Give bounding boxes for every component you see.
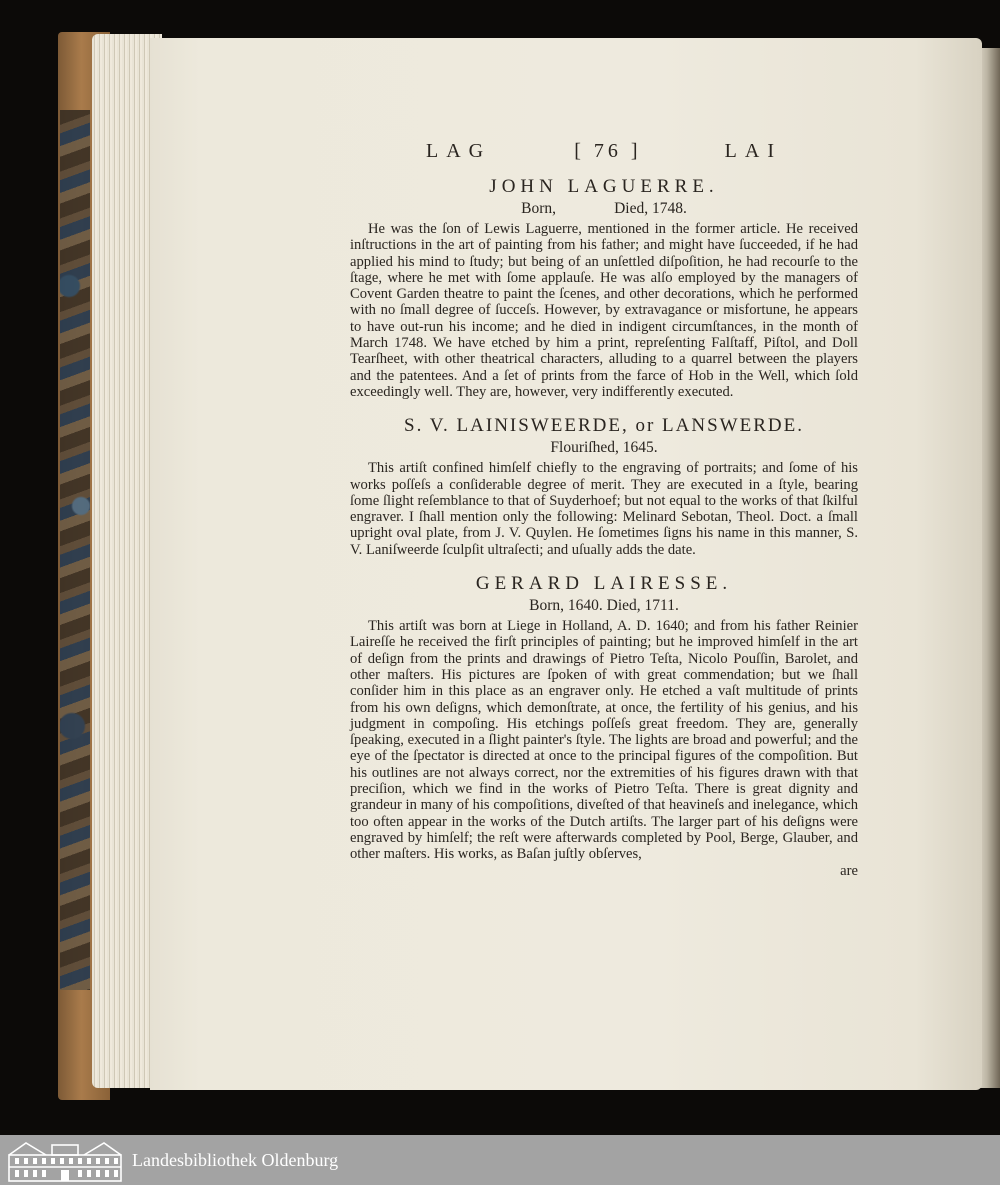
entry-text: This artiſt confined himſelf chiefly to the engraving of portraits; and ſome of his works poſſeſs a conſiderable degree of merit. They are executed in a ſtyle, bearing ſome ſlight reſemblance to that of Suyderhoef; but not equal to the works of that ſkilful engraver. I ſhall mention only the following: Melinard Sebotan, Theol. Doct. a ſmall upright oval plate, from J. V. Quylen. He ſometimes ſigns his name in this manner, S. V. Laniſweerde ſculpſit ultraſecti; and uſually adds the date. xyxy=(350,460,858,558)
running-head-left: LAG xyxy=(426,140,492,162)
entry-dates: Born, 1640. Died, 1711. xyxy=(529,597,679,615)
entry-laguerre xyxy=(350,175,858,400)
page-number: [ 76 ] xyxy=(574,140,642,162)
catchword: are xyxy=(840,862,858,879)
library-name: Landesbibliothek Oldenburg xyxy=(132,1149,339,1170)
running-head xyxy=(350,140,858,163)
entry-lainisweerde xyxy=(350,414,858,558)
entry-text: This artiſt was born at Liege in Holland, A. D. 1640; and from his father Reinier Laireſſe he received the firſt principles of painting; but he improved himſelf in the art of deſign from the prints and drawings of Pietro Teſta, Nicolo Pouſſin, Barolet, and other maſters. His pictures are ſpoken of with great commendation; but we ſhall conſider him in this place as an engraver only. He etched a vaſt multitude of prints from his own deſigns, which demonſtrate, at once, the fertility of his genius, and his judgment in compoſing. His etchings poſſeſs great freedom. They are, generally ſpeaking, executed in a ſlight painter's ſtyle. The lights are broad and powerful; and the eye of the ſpectator is directed at once to the principal figures of the compoſition. But his outlines are not always correct, nor the extremities of his figures drawn with that preciſion, which we find in the works of Pietro Teſta. There is great dignity and grandeur in many of his compoſitions, diveſted of that heavineſs and inelegance, which too often appear in the works of the Dutch artiſts. The larger part of his deſigns were engraved by himſelf; the reſt were afterwards completed by Pool, Berge, Glauber, and other maſters. His works, as Baſan juſtly obſerves, xyxy=(350,618,858,863)
entry-lairesse xyxy=(350,572,858,862)
marbled-endpaper xyxy=(60,110,90,990)
entry-heading: S. V. LAINISWEERDE, or LANSWERDE. xyxy=(404,415,804,437)
footer-bar xyxy=(0,1135,1000,1185)
page-content xyxy=(350,140,858,879)
library-building-logo-icon xyxy=(6,1137,124,1183)
entry-text: He was the ſon of Lewis Laguerre, mentioned in the former article. He received inſtructions in the art of painting from his father; and might have ſucceeded, if he had applied his mind to ſtudy; but being of an unſettled diſpoſition, he had recourſe to the ſtage, where he met with ſome applauſe. He was alſo employed by the managers of Covent Garden theatre to paint the ſcenes, and other decorations, which he performed with no ſmall degree of ſucceſs. However, by extravagance or misfortune, he appears to have out-run his income; and he died in indigent circumſtances, in the month of March 1748. We have etched by him a print, repreſenting Falſtaff, Piſtol, and Doll Tearſheet, with other theatrical characters, alluding to a quarrel between the players and the patentees. And a ſet of prints from the farce of Hob in the Well, which ſold exceedingly well. They are, however, very indifferently executed. xyxy=(350,221,858,400)
entry-heading: JOHN LAGUERRE. xyxy=(489,176,719,197)
entry-dates: Born, Died, 1748. xyxy=(521,200,687,217)
entry-heading: GERARD LAIRESSE. xyxy=(475,573,733,595)
running-head-right: LAI xyxy=(724,140,782,162)
entry-dates: Flouriſhed, 1645. xyxy=(550,439,658,457)
